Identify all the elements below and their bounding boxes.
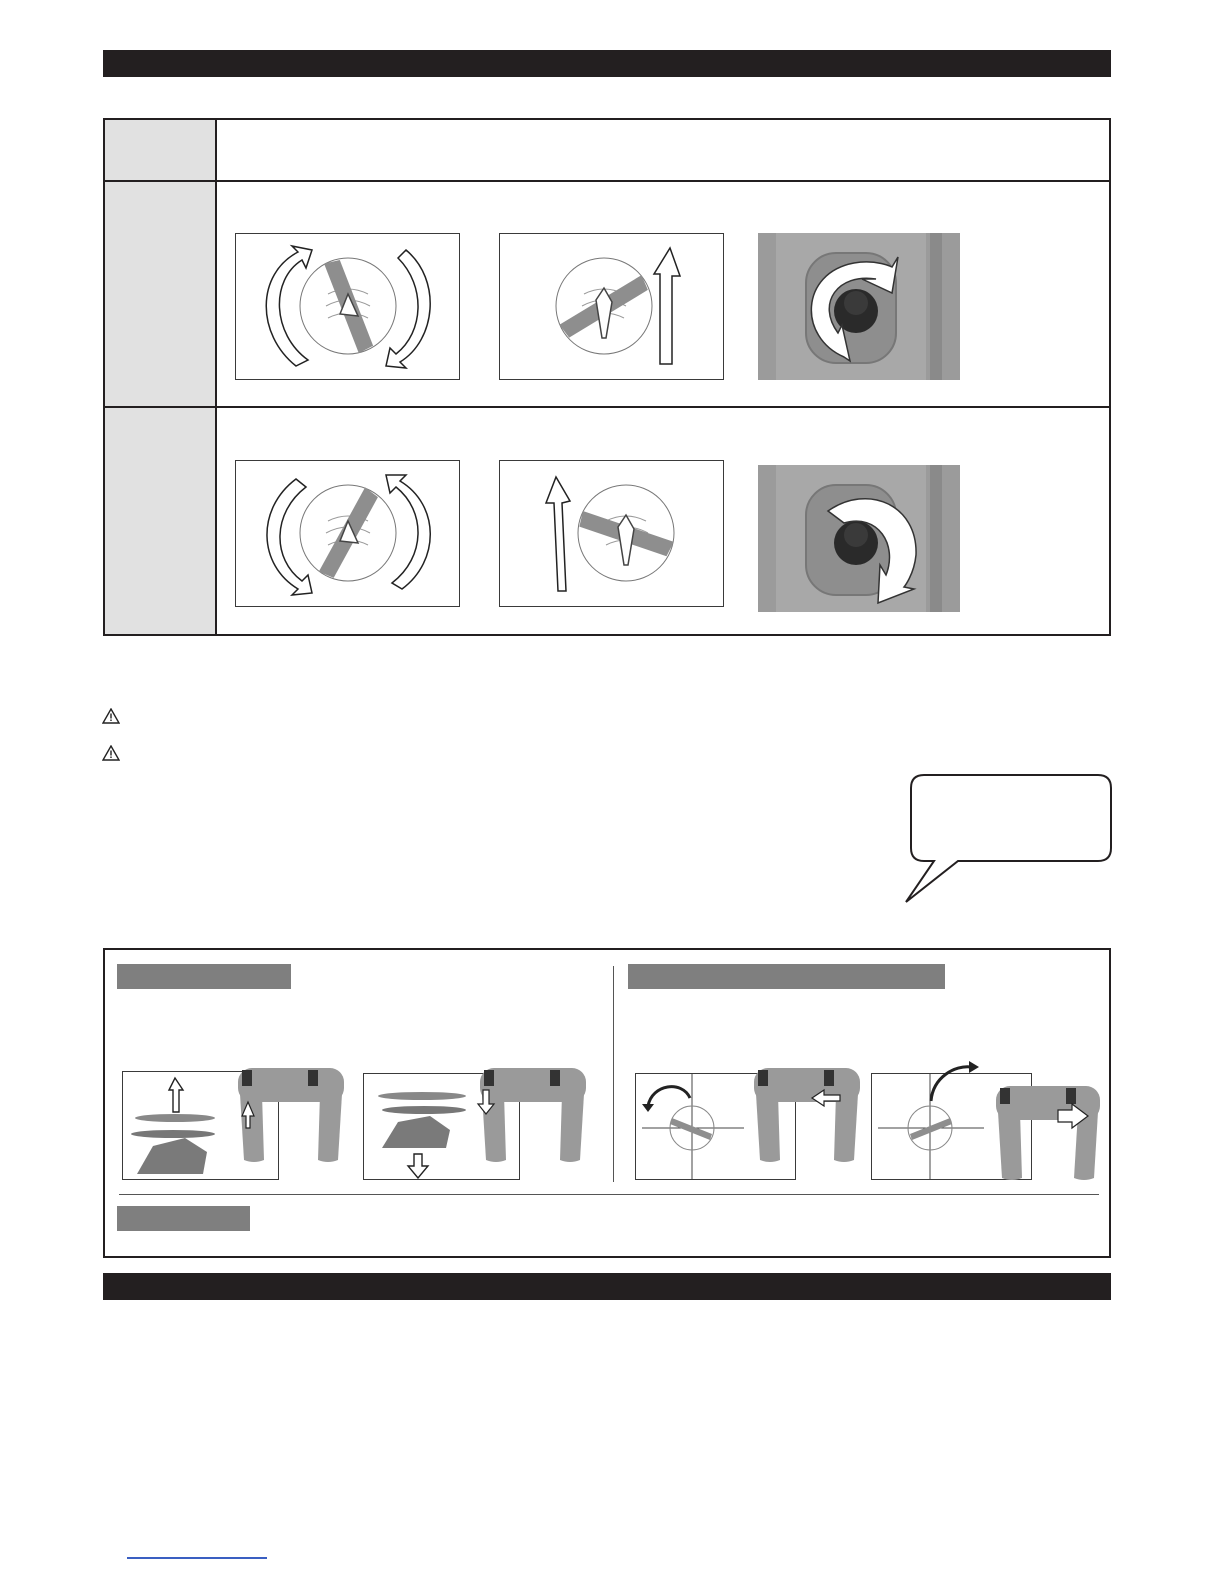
controller-right-1 — [748, 1064, 866, 1164]
counter-clockwise-arrows-icon — [236, 234, 458, 378]
drift-right-figure — [499, 233, 724, 380]
heli-top-view-icon — [500, 234, 722, 378]
rotation-right-figure — [235, 460, 460, 607]
warning-triangle-icon-2 — [102, 745, 120, 761]
heli-top-view-icon-2 — [500, 461, 722, 605]
section-header-bar-bottom — [103, 1273, 1111, 1300]
controls-tab-right — [628, 964, 945, 989]
trim-knob-photo-right — [758, 465, 960, 612]
drift-left-figure — [499, 460, 724, 607]
clockwise-arrows-icon — [236, 461, 458, 605]
controls-bottom-divider — [119, 1194, 1099, 1195]
turn-right-arrow-icon — [925, 1055, 985, 1105]
controller-right-2 — [992, 1082, 1110, 1182]
warning-triangle-icon — [102, 708, 120, 724]
web-link-underline[interactable] — [127, 1557, 267, 1559]
controls-center-divider — [613, 966, 614, 1182]
trim-table-divider-1 — [105, 180, 1109, 182]
controller-left-1 — [232, 1064, 350, 1164]
controller-left-2 — [474, 1064, 592, 1164]
controls-tab-left — [117, 964, 291, 989]
trim-table-divider-2 — [105, 406, 1109, 408]
trim-table-label-column — [105, 120, 217, 634]
section-header-bar-top — [103, 50, 1111, 77]
trim-knob-photo-left — [758, 233, 960, 380]
rotation-left-figure — [235, 233, 460, 380]
speech-bubble — [900, 770, 1116, 906]
controls-tab-bottom — [117, 1206, 250, 1231]
